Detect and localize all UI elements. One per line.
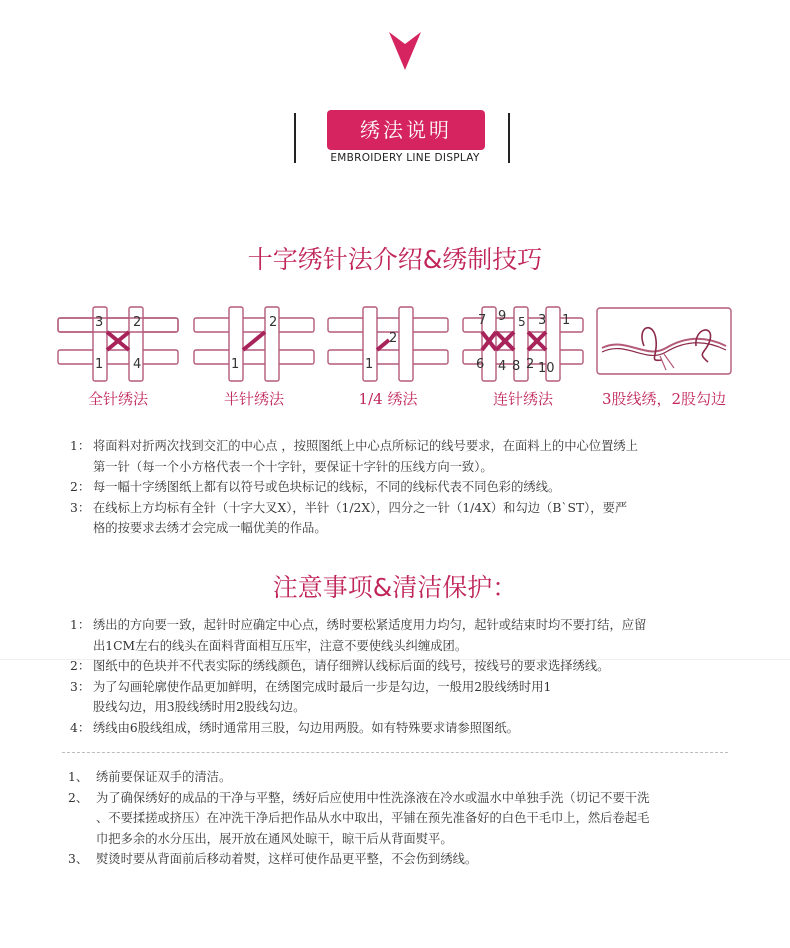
stitch-num: 2 bbox=[526, 357, 535, 372]
stitch-num: 1 bbox=[365, 357, 374, 372]
stitch-num: 8 bbox=[512, 359, 521, 374]
stitch-num: 1 bbox=[562, 313, 571, 328]
chevron-down-icon bbox=[389, 32, 421, 70]
stitch-caption: 3股线绣，2股勾边 bbox=[601, 390, 727, 408]
instruction-paragraph: 1： 将面料对折两次找到交汇的中心点 ，按照图纸上中心点所标记的线号要求，在面料上的中心位置绣上 第一针（每一个小方格代表一个十字针，要保证十字针的压线方向一致）。 2： 每一幅十字绣图纸上都有以符号或色块标记的线标，不同的线标代表不同色彩的绣线。 3： 在线标上方均标有全针（十字大叉X），半针（1/2X），四分之一针（1/4X）和勾边（B`ST），要严 格的按要求去绣才会完成一幅优美的作品。 bbox=[70, 439, 638, 535]
quarter-stitch-icon bbox=[327, 306, 449, 382]
full-cross-stitch-icon bbox=[57, 306, 179, 382]
continuous-stitch-icon bbox=[462, 306, 584, 382]
stitch-caption: 全针绣法 bbox=[87, 390, 148, 408]
stitch-num: 1 bbox=[231, 357, 240, 372]
thread-strand-icon bbox=[596, 306, 732, 378]
stitch-num: 4 bbox=[133, 357, 142, 372]
stitch-caption: 连针绣法 bbox=[492, 390, 553, 408]
stitch-num: 3 bbox=[95, 315, 104, 330]
stitch-num: 5 bbox=[518, 315, 526, 329]
section-title-badge: 绣法说明 bbox=[327, 110, 485, 150]
stitch-num: 2 bbox=[133, 315, 142, 330]
stitch-num: 2 bbox=[269, 315, 278, 330]
stitch-num: 9 bbox=[498, 309, 507, 324]
stitch-caption: 半针绣法 bbox=[223, 390, 284, 408]
divider-left bbox=[294, 113, 296, 163]
half-stitch-icon bbox=[193, 306, 315, 382]
stitch-caption: 1/4 绣法 bbox=[358, 390, 418, 408]
notes-heading: 注意事项&清洁保护： bbox=[272, 573, 518, 602]
stitch-num: 4 bbox=[498, 359, 507, 374]
stitch-num: 1 bbox=[95, 357, 104, 372]
stitch-intro-heading: 十字绣针法介绍&绣制技巧 bbox=[247, 245, 543, 274]
stitch-num: 2 bbox=[389, 331, 398, 346]
section-subtitle: EMBROIDERY LINE DISPLAY bbox=[330, 152, 480, 164]
stitch-num: 10 bbox=[538, 361, 555, 376]
stitch-num: 6 bbox=[476, 357, 485, 372]
stitch-num: 7 bbox=[478, 313, 487, 328]
cleaning-paragraph: 1、 绣前要保证双手的清洁。 2、 为了确保绣好的成品的干净与平整，绣好后应使用中性洗涤液在冷水或温水中单独手洗（切记不要干洗 、不要揉搓或挤压）在冲洗干净后把作品从水中取出，平铺在预先准备好的白色干毛巾上，然后卷起毛 巾把多余的水分压出，展开放在通风处晾干，晾干后从背面熨平。 3、 熨烫时要从背面前后移动着熨，这样可使作品更平整，不会伤到绣线。 bbox=[68, 770, 650, 866]
dashed-divider bbox=[62, 752, 728, 753]
notes-paragraph: 1： 绣出的方向要一致，起针时应确定中心点，绣时要松紧适度用力均匀，起针或结束时均不要打结，应留 出1CM左右的线头在面料背面相互压牢，注意不要使线头纠缠成团。 2： 图纸中的色块并不代表实际的绣线颜色，请仔细辨认线标后面的线号，按线号的要求选择绣线。 3： 为了勾画轮廓使作品更加鲜明，在绣图完成时最后一步是勾边，一般用2股线绣时用1 股线勾边，用3股线绣时用2股线勾边。 4： 绣线由6股线组成，绣时通常用三股，勾边用两股。如有特殊要求请参照图纸。 bbox=[70, 618, 647, 735]
stitch-num: 3 bbox=[538, 313, 547, 328]
